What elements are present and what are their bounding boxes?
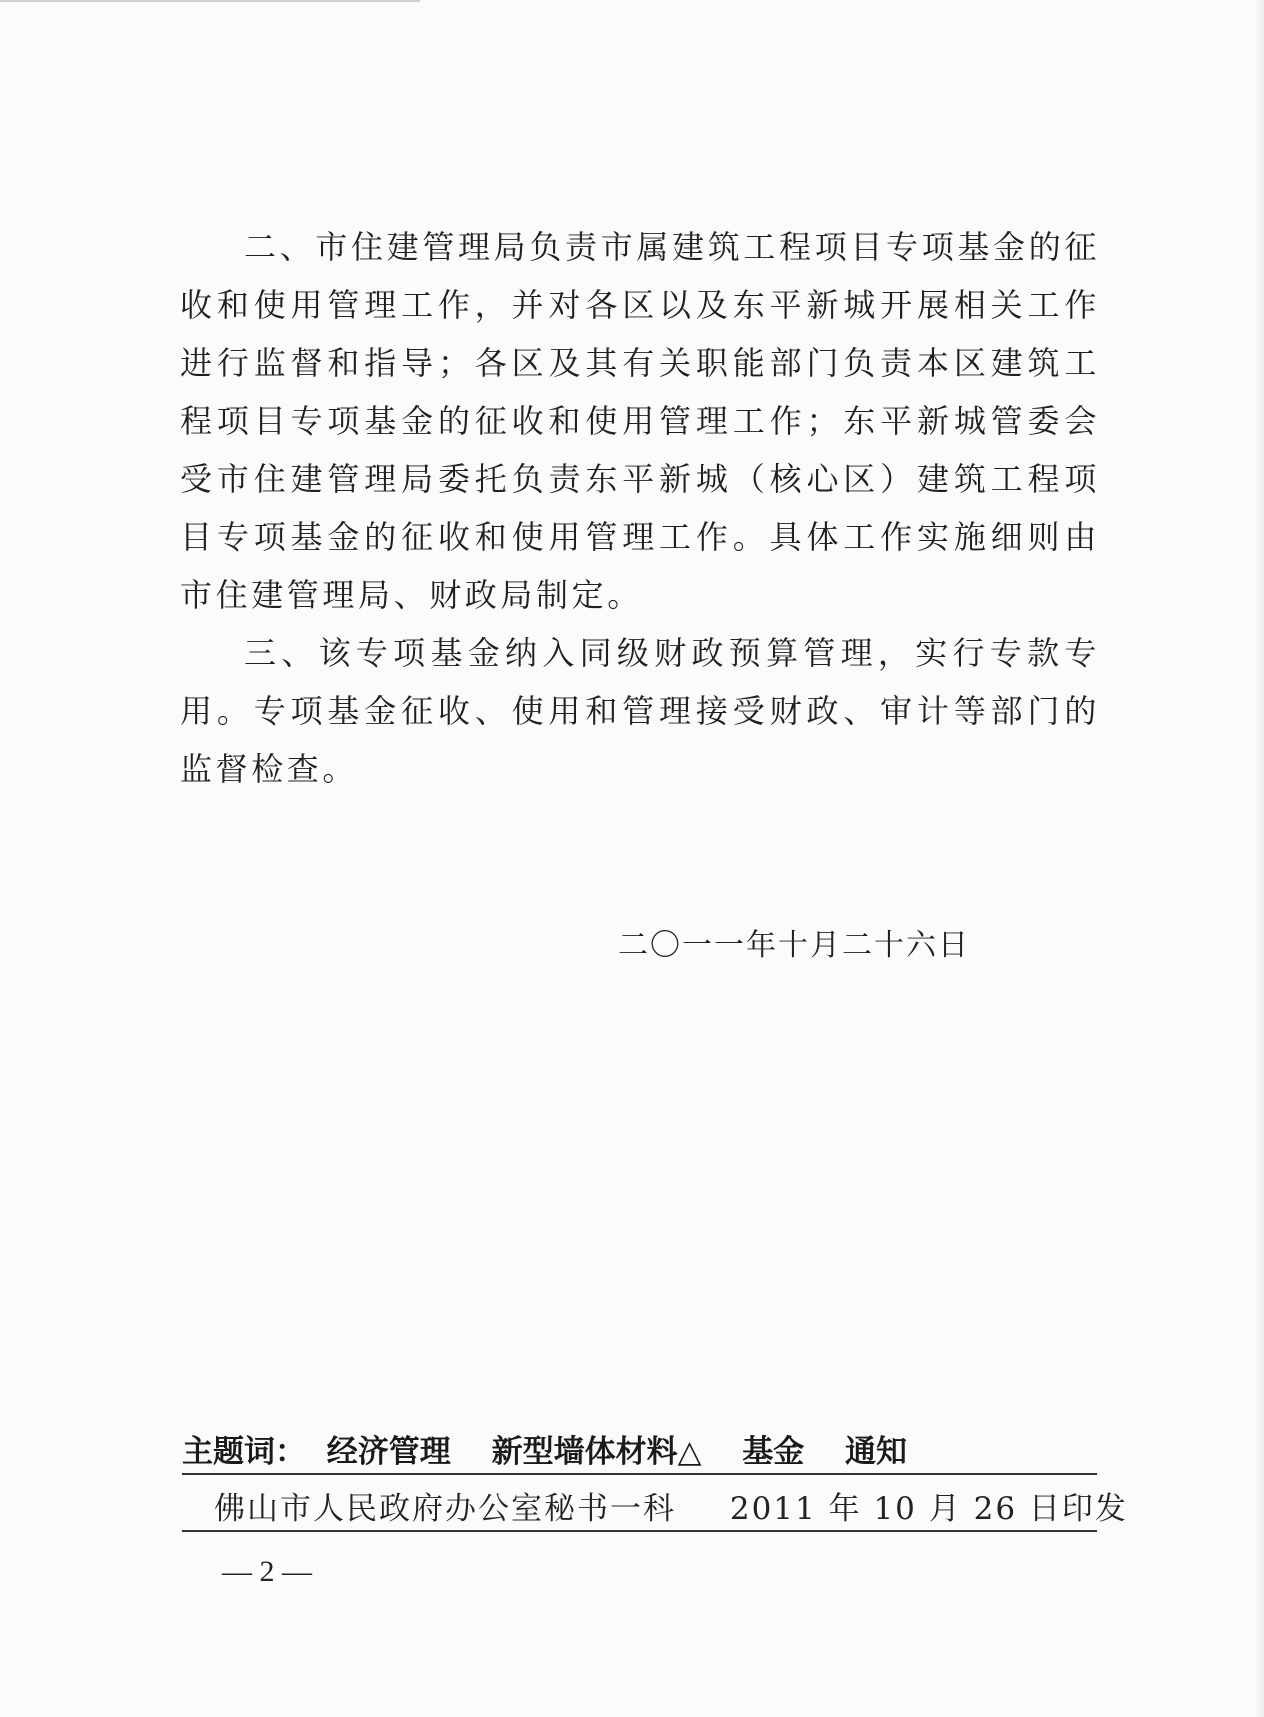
document-body <box>180 218 1100 798</box>
issuer-line <box>214 1483 1128 1528</box>
document-date: 二〇一一年十月二十六日 <box>618 928 970 963</box>
keywords-label: 主题词： <box>182 1434 306 1470</box>
keyword: 新型墙体材料△ <box>491 1434 702 1470</box>
issuer-name: 佛山市人民政府办公室秘书一科 <box>214 1491 676 1527</box>
keyword: 通知 <box>845 1434 908 1470</box>
paragraph-3: 三、该专项基金纳入同级财政预算管理，实行专款专用。专项基金征收、使用和管理接受财政、审计等部门的监督检查。 <box>180 634 1100 788</box>
scan-edge-right <box>1254 0 1264 1717</box>
issue-date: 2011 年 10 月 26 日印发 <box>729 1491 1128 1527</box>
divider-rule <box>182 1530 1097 1532</box>
page-number: — 2 — <box>222 1555 312 1588</box>
scan-edge-top <box>0 0 420 2</box>
paragraph-2: 二、市住建管理局负责市属建筑工程项目专项基金的征收和使用管理工作，并对各区以及东平新城开展相关工作进行监督和指导；各区及其有关职能部门负责本区建筑工程项目专项基金的征收和使用管理工作；东平新城管委会受市住建管理局委托负责东平新城（核心区）建筑工程项目专项基金的征收和使用管理工作。具体工作实施细则由市住建管理局、财政局制定。 <box>180 228 1100 614</box>
keyword: 基金 <box>742 1434 805 1470</box>
keyword: 经济管理 <box>326 1434 451 1470</box>
subject-keywords <box>182 1426 1097 1472</box>
divider-rule <box>182 1473 1097 1475</box>
